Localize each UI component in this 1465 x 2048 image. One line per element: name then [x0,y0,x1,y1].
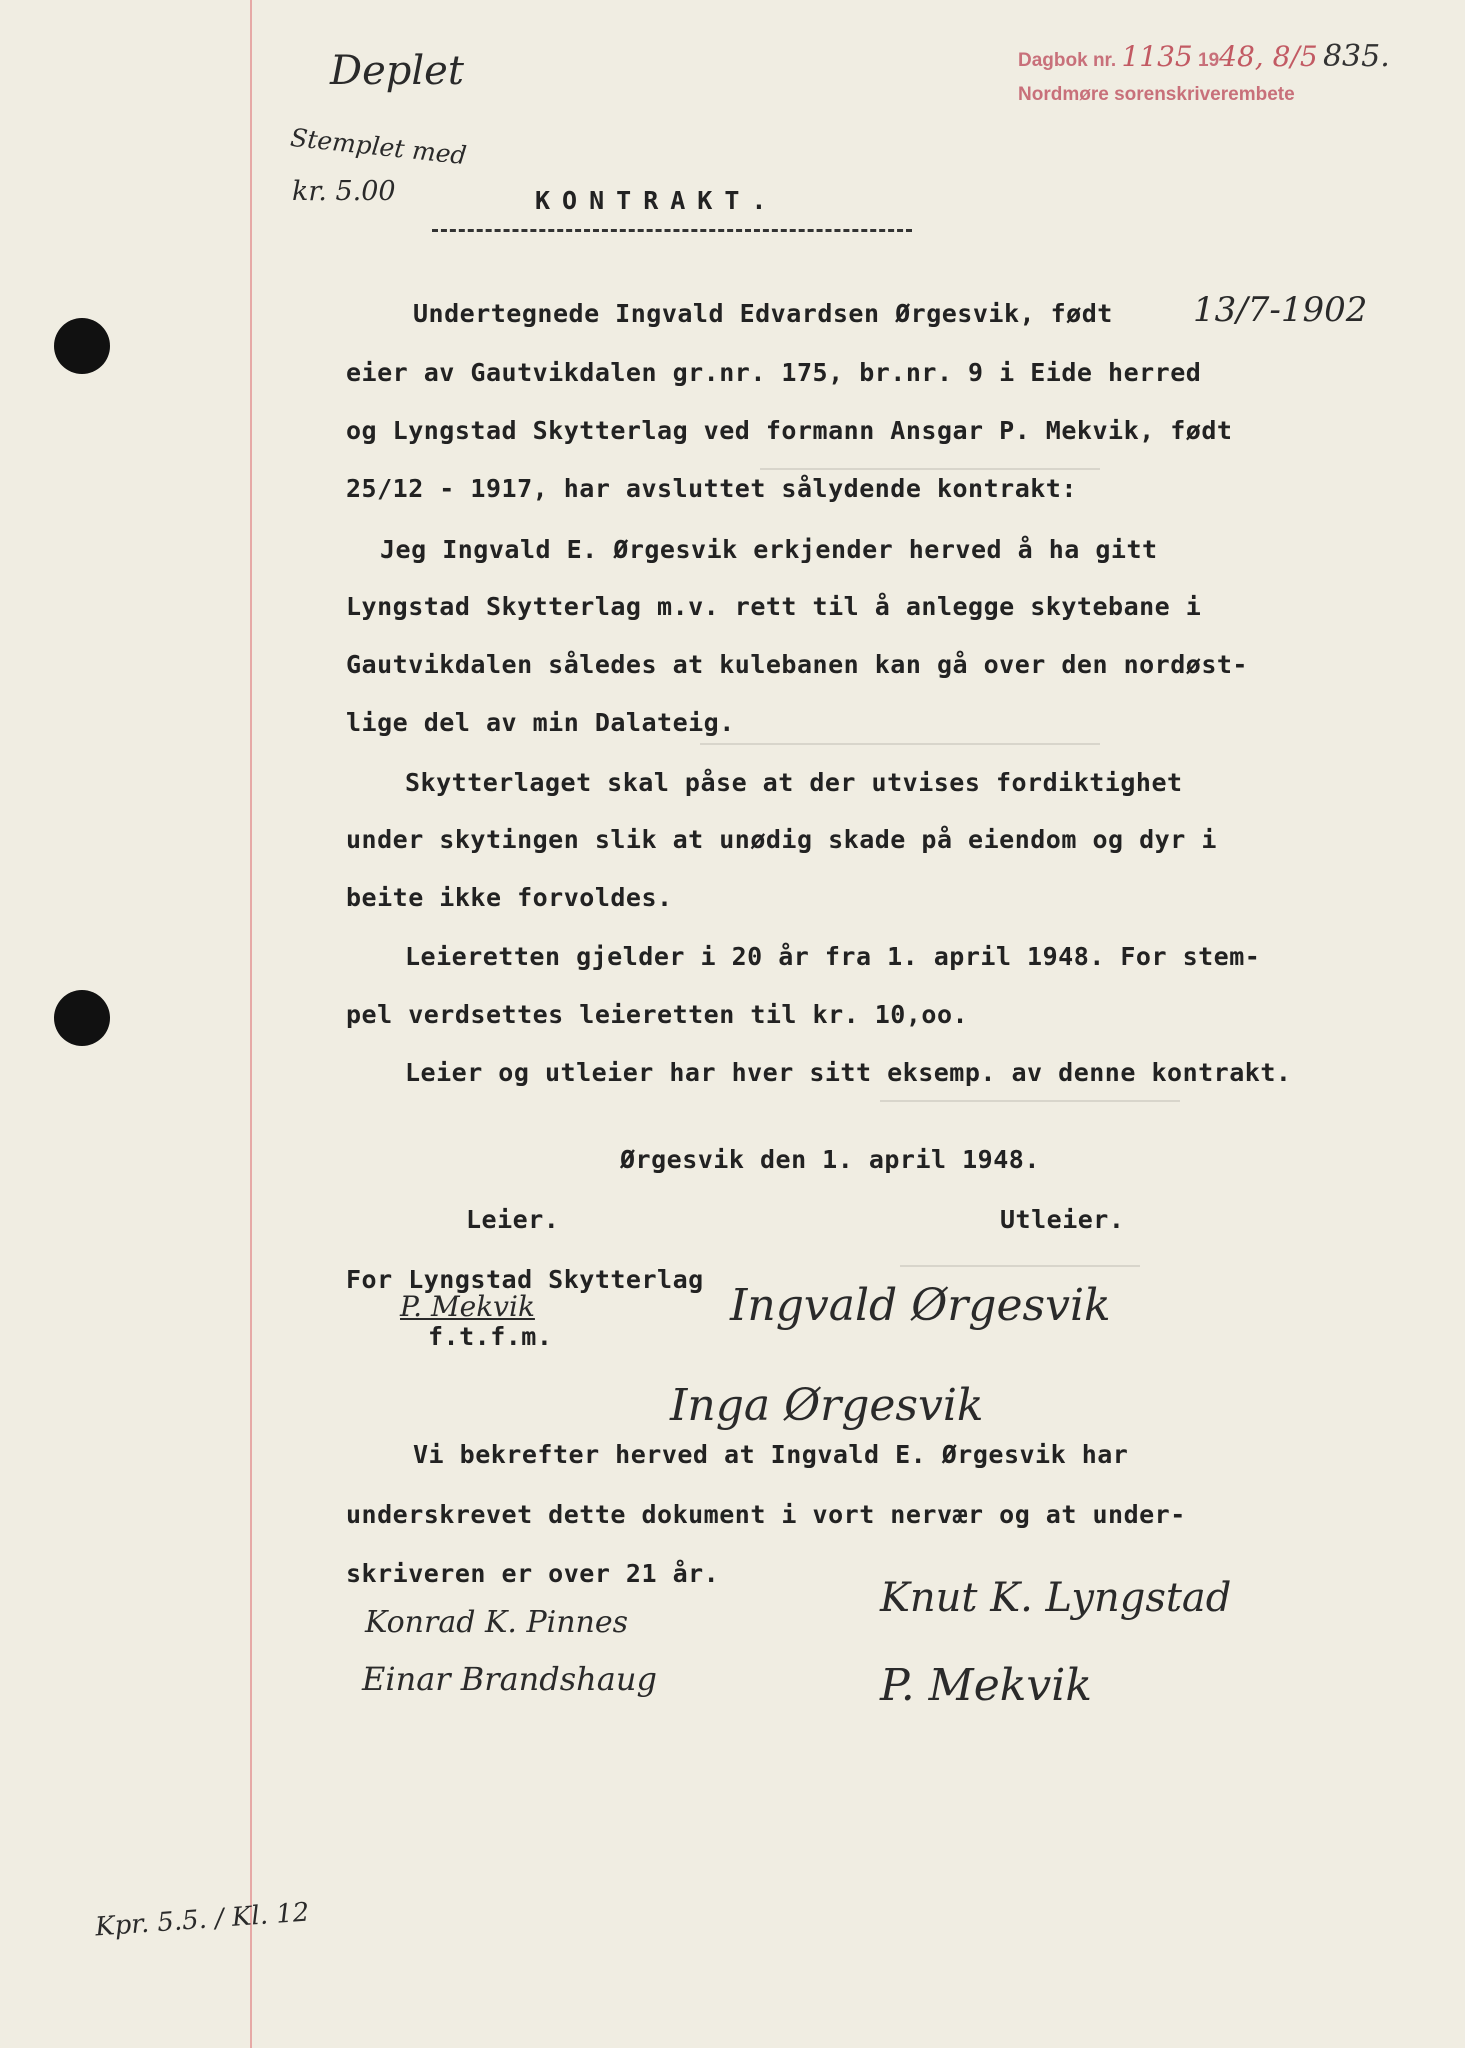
second-signature: Inga Ørgesvik [670,1380,984,1431]
punch-hole-top [54,318,110,374]
bleed-through-line [880,1100,1180,1102]
body-line-12: Leieretten gjelder i 20 år fra 1. april 1948. For stem- [405,942,1261,971]
body-line-9: Skytterlaget skal påse at der utvises fordiktighet [405,768,1183,797]
witness-line-3: skriveren er over 21 år. [346,1559,720,1588]
witness-signature-4: P. Mekvik [880,1660,1093,1711]
body-line-4: 25/12 - 1917, har avsluttet sålydende kontrakt: [346,474,1077,503]
body-line-3: og Lyngstad Skytterlag ved formann Ansgar P. Mekvik, født [346,416,1233,445]
body-line-11: beite ikke forvoldes. [346,883,673,912]
witness-line-2: underskrevet dette dokument i vort nervær og at under- [346,1500,1186,1529]
utleier-label: Utleier. [1000,1205,1125,1234]
body-line-8: lige del av min Dalateig. [346,708,735,737]
body-line-14: Leier og utleier har hver sitt eksemp. av denne kontrakt. [405,1058,1292,1087]
body-line-13: pel verdsettes leieretten til kr. 10,oo. [346,1000,969,1029]
witness-signature-2: Einar Brandshaug [362,1660,657,1698]
stamp-dagbok-label: Dagbok nr. [1018,50,1117,71]
utleier-signature: Ingvald Ørgesvik [730,1280,1111,1331]
leier-label: Leier. [466,1205,560,1234]
body-line-5: Jeg Ingvald E. Ørgesvik erkjender herved å ha gitt [380,535,1158,564]
margin-rule [250,0,252,2048]
stamp-office: Nordmøre sorenskriverembete [1018,84,1295,105]
body-line-2: eier av Gautvikdalen gr.nr. 175, br.nr. 9 i Eide herred [346,358,1202,387]
bleed-through-line [760,468,1100,470]
for-party: For Lyngstad Skytterlag [346,1265,704,1294]
document-title: KONTRAKT. [535,186,779,215]
stamp-date: 48, 8/5 [1219,40,1318,73]
place-date: Ørgesvik den 1. april 1948. [620,1145,1040,1174]
witness-line-1: Vi bekrefter herved at Ingvald E. Ørgesvik har [413,1440,1129,1469]
handwritten-birthdate: 13/7-1902 [1193,290,1368,330]
bleed-through-line [700,743,1100,745]
leier-signature: P. Mekvik [400,1290,535,1323]
witness-signature-1: Konrad K. Pinnes [365,1605,629,1640]
stamp-year-label: 19 [1198,50,1220,71]
bleed-through-line [900,1265,1140,1267]
title-underline [432,229,912,232]
page-number: 835. [1322,39,1390,74]
body-line-7: Gautvikdalen således at kulebanen kan gå over den nordøst- [346,650,1248,679]
body-line-6: Lyngstad Skytterlag m.v. rett til å anlegge skytebane i [346,592,1202,621]
margin-note-deplet: Deplet [330,48,464,94]
witness-signature-3: Knut K. Lyngstad [880,1575,1232,1621]
registry-stamp [1018,40,1390,112]
body-line-10: under skytingen slik at unødig skade på eiendom og dyr i [346,825,1217,854]
punch-hole-bottom [54,990,110,1046]
ftfm: f.t.f.m. [428,1322,553,1351]
margin-note-stemplet: Stemplet med [288,122,468,171]
stamp-dagbok-number: 1135 [1121,40,1193,73]
bottom-note: Kpr. 5.5. / Kl. 12 [94,1897,311,1943]
body-line-1: Undertegnede Ingvald Edvardsen Ørgesvik, født [413,299,1113,328]
margin-note-amount: kr. 5.00 [292,176,396,207]
